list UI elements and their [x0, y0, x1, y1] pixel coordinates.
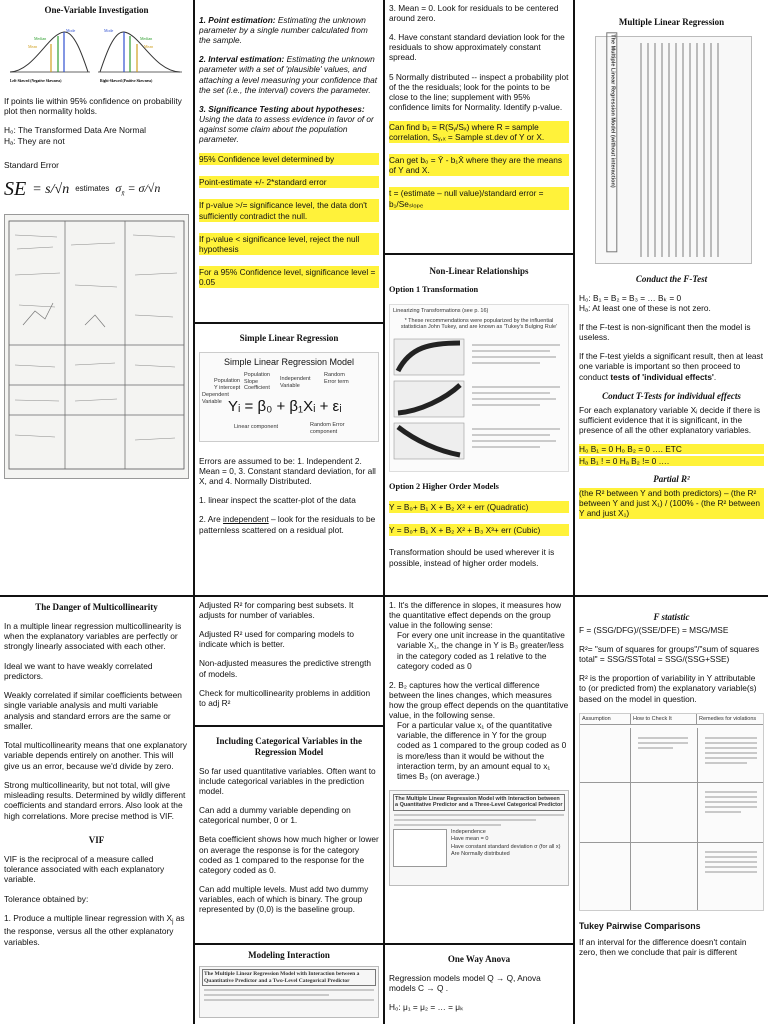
null-hypothesis: H₀: The Transformed Data Are Normal [4, 125, 147, 136]
slr-image-label: Dependent Variable [202, 391, 229, 405]
multicollinearity-section [0, 597, 193, 1024]
highlight-note: If p-value < significance level, reject the null hypothesis [199, 233, 379, 255]
normality-text: If points lie within 95% confidence on probability plot then normality holds. [4, 95, 182, 117]
section-title: Modeling Interaction [248, 950, 330, 960]
paragraph: For a particular value x₁ of the quantitative variable, the difference in Y for the group coded as 1 compared to the group coded as 0 is more/less than it would be without the interaction term, by an amount equal to x₁ times B₃ (on average.) [397, 720, 567, 781]
multiple-linear-regression-section [575, 0, 768, 595]
anova-section [385, 945, 573, 1024]
paragraph: Adjusted R² for comparing best subsets. It adjusts for number of variables. [199, 600, 354, 621]
paragraph: R² is the proportion of variability in Y attributable to (or predicted from) the explanatory variable(s) based on the model in question. [579, 673, 757, 704]
paragraph: Check for multicollinearity problems in addition to adj R² [199, 687, 371, 708]
highlight-note: H₀ B₁ = 0 H₀ B₂ = 0 …. ETC [579, 444, 764, 454]
skewness-curves-graphic [4, 24, 189, 86]
highlight-note: 95% Confidence level determined by [199, 153, 379, 165]
section-title: Including Categorical Variables in the Regression Model [215, 736, 362, 757]
three-level-interaction-image [389, 790, 569, 886]
se-symbol: SE [4, 178, 27, 201]
curve-word: Mode [104, 27, 114, 33]
paragraph: Non-adjusted measures the predictive strength of models. [199, 658, 372, 679]
slr-image-label: Population Y intercept [214, 377, 241, 391]
curve-label: Right-Skewed (Positive Skewness) [100, 78, 153, 83]
slr-image-label: Population Slope Coefficient [244, 371, 270, 392]
section-title: Multiple Linear Regression [618, 17, 725, 27]
paragraph: R²= "sum of squares for groups"/"sum of squares total" = SSG/SSTotal = SSG/(SSG+SSE) [579, 644, 760, 665]
slr-model-image [199, 352, 379, 442]
paragraph: Errors are assumed to be: 1. Independent 2. Mean = 0, 3. Constant standard deviation, for all X, and 4. Normally Distributed. [199, 455, 376, 487]
paragraph: Can add multiple levels. Must add two dummy variables, each of which is binary. The group represented by (0,0) is the baseline group. [199, 883, 369, 915]
table-header: Assumption [582, 715, 611, 722]
highlight-note: Point-estimate +/- 2*standard error [199, 176, 379, 188]
paragraph: VIF is the reciprocal of a measure called tolerance associated with each explanatory variable. [4, 853, 165, 885]
label: 3. Significance Testing about hypotheses: [199, 103, 365, 114]
text: Using the data to assess evidence in favor of or against some claim about the population parameter. [199, 113, 374, 145]
transformation-curves [390, 333, 573, 463]
paragraph: If the F-test yields a significant result, then at least one variable is important so then proceed to conduct tests of 'individual effects'. [579, 351, 764, 382]
inference-section [195, 0, 383, 322]
null-hypothesis: H₀: B₁ = B₂ = B₃ = … Bₖ = 0 [579, 292, 682, 303]
skewness-figure [4, 24, 189, 86]
paragraph: Can add a dummy variable depending on categorical number, 0 or 1. [199, 805, 351, 826]
paragraph: Beta coefficient shows how much higher or lower on average the response is for the category coded as 1 compared to the response for the category coded as 0. [199, 834, 379, 875]
paragraph: Tolerance obtained by: [4, 893, 89, 904]
slr-formula: Yᵢ = β₀ + β₁Xᵢ + εᵢ [228, 397, 342, 415]
paragraph: For each explanatory variable Xᵢ decide if there is sufficient evidence that it is significant, in the presence of all the other explanatory variables. [579, 404, 761, 435]
paragraph: 1. linear inspect the scatter-plot of the data [199, 495, 356, 506]
paragraph: 3. Mean = 0. Look for residuals to be centered around zero. [389, 3, 559, 24]
text-part: If the F-test yields a significant result, then at least one variable is important so then proceed to conduct [579, 351, 764, 382]
text: Estimating the unknown parameter by a single number calculated from the sample. [199, 15, 368, 46]
f-statistic-section [575, 597, 768, 1024]
section-title: F statistic [653, 612, 690, 622]
paragraph: Adjusted R² used for comparing models to indicate which is better. [199, 629, 354, 650]
highlight-note: For a 95% Confidence level, significance level = 0.05 [199, 266, 379, 288]
image-caption: Linearizing Transformations (see p. 16) [393, 308, 489, 315]
image-caption: * These recommendations were popularized by the influential statistician John Tukey, and are known as 'Tukey's Bulging Rule' [400, 317, 558, 331]
paragraph: Weakly correlated if similar coefficients between single variable analysis and multi variable analysis and standard errors are the same or smaller. [4, 690, 182, 731]
significance-testing [199, 104, 379, 144]
text-part: tests of 'individual effects' [610, 371, 714, 382]
paragraph: 5 Normally distributed -- inspect a probability plot of the the residuals; look for the points to be close to the line; supplement with 95% confidence limits for Normality. Identify p-value. [389, 71, 569, 112]
slr-image-label: Random Error term [324, 371, 349, 385]
image-caption: The Multiple Linear Regression Model with Interaction between a Quantitative Predictor and a Three-Level Categorical Predictor [393, 794, 565, 811]
slr-image-label: Linear component [234, 423, 279, 430]
simple-linear-regression-section [195, 324, 383, 595]
quadratic-model: Y = B₀+ B₁ X + B₂ X² + err (Quadratic) [389, 501, 569, 513]
section-title: Simple Linear Regression [239, 333, 339, 343]
highlight-note: t = (estimate – null value)/standard error = b₁/Seₛₗₒₚₑ [389, 187, 569, 209]
mlr-model-image [595, 36, 752, 264]
paragraph: H₀: μ₁ = μ₂ = … = μₖ [389, 1002, 464, 1013]
paragraph: Ideal we want to have weakly correlated predictors. [4, 660, 153, 681]
section-title: Partial R² [653, 474, 690, 485]
paragraph: Total multicollinearity means that one explanatory variable depends entirely on another. This will give us an error, because we'd divide by zero. [4, 740, 187, 771]
section-title: The Danger of Multicollinearity [35, 602, 158, 612]
text-part: 1. Produce a multiple linear regression with X [4, 912, 173, 923]
highlight-note: Hₐ B₁ ! = 0 Hₐ B₂ != 0 …. [579, 456, 764, 466]
section-title: Tukey Pairwise Comparisons [579, 920, 701, 931]
highlight-note: Can get b₀ = Ȳ - b₁X̄ where they are the means of Y and X. [389, 154, 569, 176]
curve-label: Left-Skewed (Negative Skewness) [10, 78, 62, 83]
paragraph: 1. Produce a multiple linear regression with $X_j$ as the response, versus all the other explanatory variables. [4, 912, 185, 947]
paragraph: 1. It's the difference in slopes, it measures how the quantitative effect depends on the group value in the following sense: [389, 600, 562, 631]
option-heading: Option 2 Higher Order Models [389, 482, 499, 492]
residual-assumptions-section [385, 0, 573, 253]
paragraph: 4. Have constant standard deviation look for the residuals to show approximately constant spread. [389, 32, 565, 63]
section-title: One Way Anova [447, 954, 511, 964]
section-title: Conduct T-Tests for individual effects [602, 390, 741, 401]
cubic-model: Y = B₀+ B₁ X + B₂ X² + B₃ X³+ err (Cubic) [389, 524, 569, 536]
se-title: Standard Error [4, 159, 59, 170]
interaction-model-image [199, 966, 379, 1018]
modeling-interaction-section [195, 945, 383, 1024]
categorical-variables-section [195, 727, 383, 943]
bullet-item: Independence [451, 829, 486, 836]
section-title: VIF [88, 834, 105, 845]
assumptions-table-image [579, 713, 764, 911]
sigma-equation: $\sigma_{x̄} = \sigma/√n$ [115, 180, 161, 198]
paragraph: In a multiple linear regression multicollinearity is when the explanatory variables are perfectly or strongly linearly associated with each other. [4, 620, 182, 652]
interval-estimation [199, 54, 379, 94]
curve-word: Median [140, 35, 153, 41]
text-part: – look for the residuals to be patternless scattered on a residual plot. [199, 514, 376, 535]
partial-r2-text: (the R² between Y and both predictors) – (the R² between Y and just X₁) / (100% - (the R² between Y and just X₁) [579, 488, 764, 518]
slr-image-label: Independent Variable [280, 375, 311, 389]
section-title: One-Variable Investigation [44, 5, 149, 15]
alt-hypothesis: Hₐ: They are not [4, 135, 65, 146]
paragraph: 2. B₂ captures how the vertical difference between the lines changes, which measures how the group effect depends on the quantitative value, in the following sense. [389, 679, 569, 721]
handwritten-notes-image [4, 214, 189, 479]
paragraph: Transformation should be used wherever it is possible, instead of higher order models. [389, 547, 555, 568]
curve-word: Mean [144, 43, 154, 49]
table-header: Remedies for violations [696, 714, 763, 725]
highlight-note: Can find b₁ = R(Sᵧ/Sₓ) where R = sample correlation, Sᵧ,ₓ = Sample st.dev of Y or X. [389, 121, 569, 143]
bullet-item: Have constant standard deviation σ (for all x) [451, 843, 561, 850]
paragraph [199, 514, 379, 534]
highlight-note: If p-value >/= significance level, the data don't sufficiently contradict the null. [199, 199, 379, 221]
section-title: Conduct the F-Test [635, 273, 708, 284]
slr-image-label: Random Error component [310, 421, 345, 435]
paragraph: For every one unit increase in the quantitative variable X₁, the change in Y is B₃ greater/less in the category coded as 1 relative to the category coded as 0 [397, 630, 565, 671]
text-part: as the response, versus all the other explanatory variables. [4, 912, 185, 947]
interaction-interpretation-section [385, 597, 573, 943]
curve-word: Mode [66, 27, 76, 33]
text-part: 2. Are [199, 514, 223, 525]
bullet-item: Have mean = 0 [451, 836, 489, 843]
transformation-image [389, 304, 569, 472]
handwritten-notes-sketch [5, 215, 188, 478]
curve-word: Mean [28, 43, 38, 49]
curve-word: Median [34, 35, 47, 41]
label: 1. Point estimation: [199, 15, 276, 25]
paragraph: Regression models model Q → Q, Anova models C → Q . [389, 972, 541, 994]
se-equation: = s/√n [32, 181, 70, 197]
non-linear-section [385, 255, 573, 595]
paragraph: F = (SSG/DFG)/(SSE/DFE) = MSG/MSE [579, 624, 729, 635]
image-caption: The Multiple Linear Regression Model (without interaction) [607, 32, 618, 252]
paragraph: If the F-test is non-significant then the model is useless. [579, 322, 751, 343]
standard-error-formula [4, 172, 189, 206]
bullet-item: Are Normally distributed [451, 851, 510, 858]
se-estimates: estimates [75, 184, 110, 194]
label: 2. Interval estimation: [199, 54, 285, 65]
adjusted-r2-section [195, 597, 383, 725]
option-heading: Option 1 Transformation [389, 284, 479, 294]
paragraph: Strong multicollinearity, but not total, will give misleading results. Determined by wildly different coefficients and standard errors. Also look at the high correlations. More precise method is VIF. [4, 779, 186, 821]
table-header: How to Check It [630, 714, 696, 725]
section-title: Non-Linear Relationships [429, 266, 529, 276]
text: Estimating the unknown parameter with a set of 'plausible' values, and attaching a level measuring your confidence that the set (i.e., the interval) covers the parameter. [199, 54, 378, 95]
alt-hypothesis: Hₐ: At least one of these is not zero. [579, 303, 711, 314]
one-variable-section [0, 0, 193, 595]
paragraph: So far used quantitative variables. Often want to include categorical variables in the prediction model. [199, 765, 376, 797]
text-part: independent [222, 514, 269, 525]
point-estimation [199, 15, 379, 45]
image-caption: The Multiple Linear Regression Model with Interaction between a Quantitative Predictor and a Two-Level Categorical Predictor [202, 969, 376, 986]
slr-image-title: Simple Linear Regression Model [223, 356, 355, 367]
paragraph: If an interval for the difference doesn't contain zero, then we conclude that pair is different [579, 937, 747, 958]
